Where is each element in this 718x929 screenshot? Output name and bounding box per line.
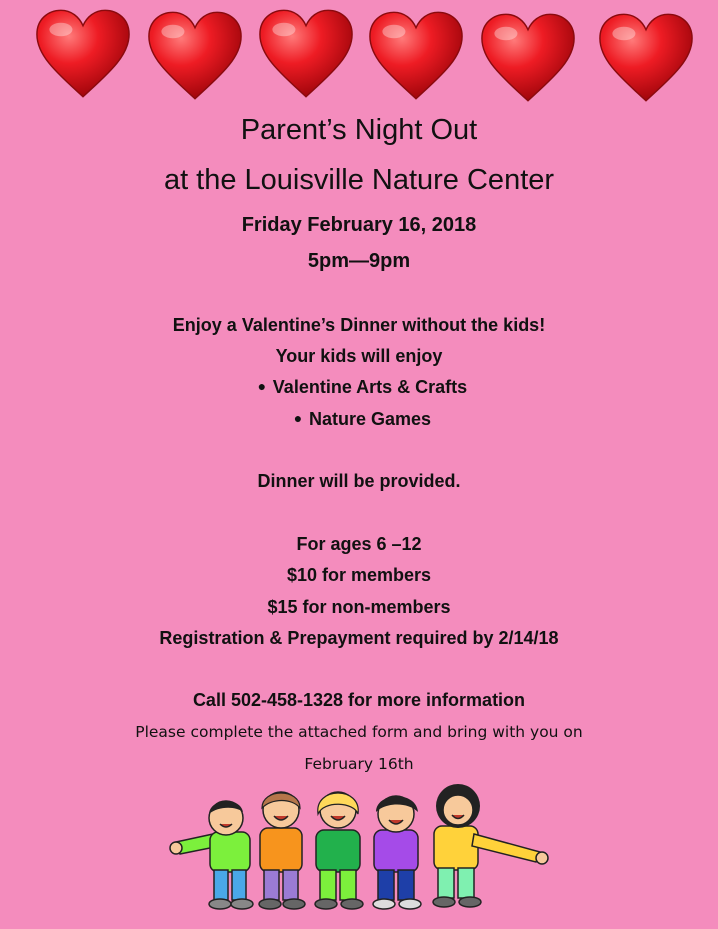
heart-icon [147, 10, 243, 102]
child-figure [170, 801, 253, 909]
activity-label: Valentine Arts & Crafts [272, 377, 468, 397]
ages-text: For ages 6 –12 [296, 534, 422, 554]
title-line-2: at the Louisville Nature Center [163, 164, 555, 196]
form-note-line-1: Please complete the attached form and bring with you on [135, 723, 583, 741]
intro-text: Enjoy a Valentine’s Dinner without the kids! [172, 315, 546, 335]
event-date: Friday February 16, 2018 [241, 214, 477, 236]
call-text: Call 502-458-1328 for more information [192, 690, 526, 710]
members-price: $10 for members [286, 565, 432, 585]
heart-icon [598, 12, 694, 104]
heart-icon [480, 12, 576, 104]
bullet-icon: ● [257, 378, 267, 394]
non-members-price: $15 for non-members [267, 597, 451, 617]
child-figure [315, 792, 363, 909]
child-figure [373, 796, 421, 909]
title-line-1: Parent’s Night Out [240, 114, 478, 146]
form-note-line-2: February 16th [304, 755, 414, 773]
event-time: 5pm—9pm [307, 250, 411, 272]
registration-text: Registration & Prepayment required by 2/14/18 [159, 628, 559, 648]
kids-enjoy-text: Your kids will enjoy [275, 346, 443, 366]
child-figure [259, 792, 305, 909]
activity-item [0, 377, 718, 398]
heart-icon [35, 8, 131, 100]
activity-label: Nature Games [308, 409, 432, 429]
activity-item [0, 409, 718, 430]
hearts-banner [0, 0, 718, 110]
child-figure [433, 784, 548, 907]
heart-icon [368, 10, 464, 102]
heart-icon [258, 8, 354, 100]
dinner-text: Dinner will be provided. [257, 471, 461, 491]
bullet-icon: ● [293, 410, 303, 426]
children-illustration [168, 782, 560, 912]
